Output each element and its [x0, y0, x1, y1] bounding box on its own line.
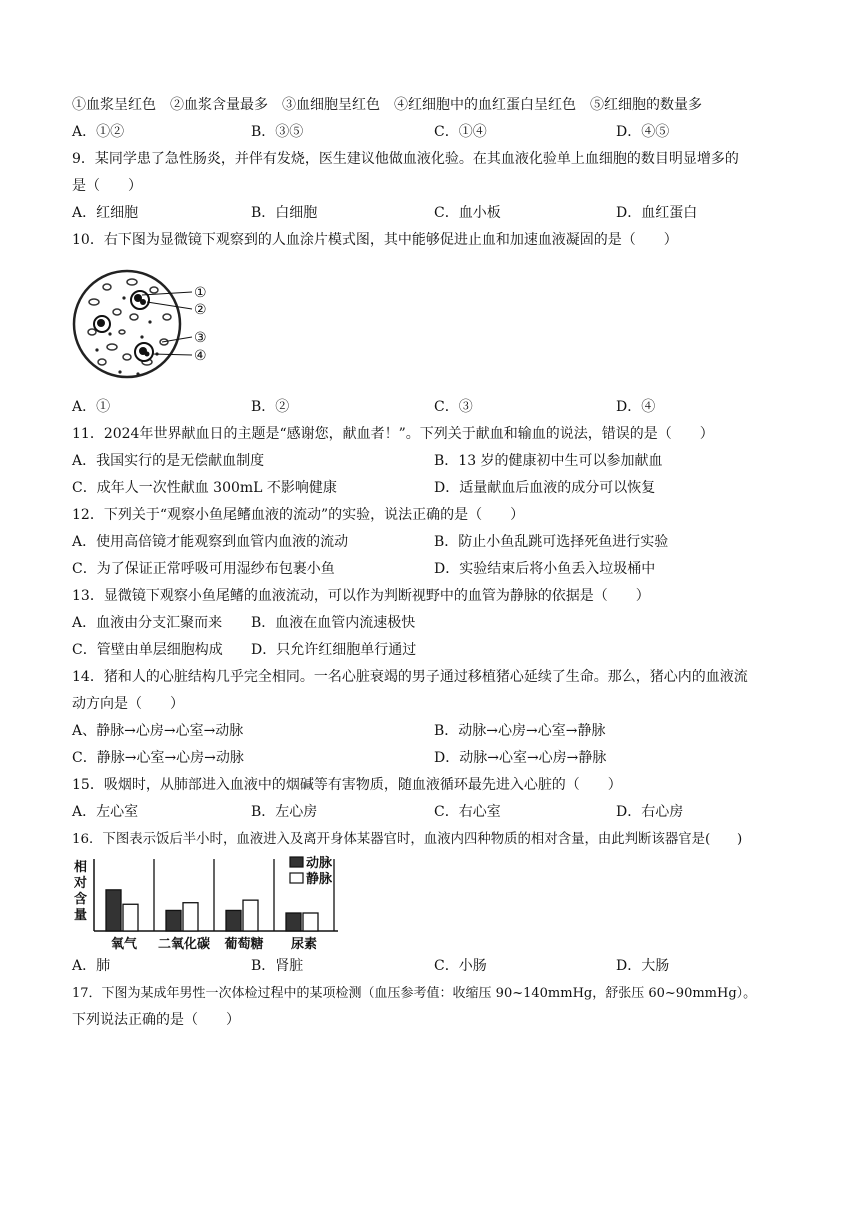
q13-options-row2 [72, 637, 802, 664]
exam-page [72, 92, 802, 1034]
legend-label-1: 静脉 [306, 872, 333, 887]
q12-option-d[interactable]: D．实验结束后将小鱼丢入垃圾桶中 [434, 561, 656, 577]
q8-option-a[interactable]: A．①② [72, 124, 125, 140]
q8-option-d[interactable]: D．④⑤ [616, 124, 670, 140]
q13-options-row1 [72, 610, 802, 637]
q9-option-c[interactable]: C．血小板 [434, 205, 501, 221]
q16-options [72, 953, 802, 980]
q15-option-d[interactable]: D．右心房 [616, 804, 684, 820]
chart-bars [106, 890, 318, 931]
ylabel-char-3: 量 [74, 908, 88, 923]
q11-option-d[interactable]: D．适量献血后血液的成分可以恢复 [434, 480, 656, 496]
xlabel-2: 葡萄糖 [224, 937, 264, 952]
q12-option-b[interactable]: B．防止小鱼乱跳可选择死鱼进行实验 [434, 534, 669, 550]
bar-动脉-葡萄糖 [226, 910, 241, 931]
q11-option-a[interactable]: A．我国实行的是无偿献血制度 [72, 453, 265, 469]
q12-stem: 12．下列关于“观察小鱼尾鳍血液的流动”的实验，说法正确的是（ ） [72, 507, 525, 523]
ylabel-char-0: 相 [74, 860, 88, 875]
legend-swatch-0 [290, 857, 303, 867]
xlabel-0: 氧气 [110, 937, 138, 952]
q16-option-a[interactable]: A．肺 [72, 958, 111, 974]
xlabel-3: 尿素 [290, 937, 318, 952]
q16-stem: 16．下图表示饭后半小时，血液进入及离开身体某器官时，血液内四种物质的相对含量，由此判断该器官是( ) [72, 832, 743, 847]
q8-options [72, 119, 802, 146]
q11-options-row2 [72, 475, 802, 502]
q15-option-a[interactable]: A．左心室 [72, 804, 139, 820]
bar-动脉-尿素 [286, 913, 301, 931]
label-2: ② [194, 302, 207, 318]
q14-option-a[interactable]: A、静脉→心房→心室→动脉 [72, 723, 244, 739]
q15-option-c[interactable]: C．右心室 [434, 804, 501, 820]
q16-option-d[interactable]: D．大肠 [616, 958, 670, 974]
ylabel-char-1: 对 [74, 876, 88, 891]
blood-smear-figure [72, 254, 802, 394]
chart-xlabels [111, 936, 317, 952]
q15-options [72, 799, 802, 826]
q10-options [72, 394, 802, 421]
bar-动脉-二氧化碳 [166, 910, 181, 931]
q17-stem-1: 17．下图为某成年男性一次体检过程中的某项检测（血压参考值：收缩压 90~140mmHg，舒张压 60~90mmHg）。 [72, 986, 757, 1001]
q13-option-c[interactable]: C．管壁由单层细胞构成 [72, 642, 223, 658]
bar-动脉-氧气 [106, 890, 121, 931]
q12-options-row1 [72, 529, 802, 556]
q14-option-b[interactable]: B．动脉→心房→心室→静脉 [434, 723, 606, 739]
xlabel-1: 二氧化碳 [157, 937, 211, 952]
q11-options-row1 [72, 448, 802, 475]
q16-option-b[interactable]: B．肾脏 [251, 958, 304, 974]
q9-option-a[interactable]: A．红细胞 [72, 205, 139, 221]
q9-stem-2: 是（ ） [72, 178, 142, 194]
q12-options-row2 [72, 556, 802, 583]
q13-stem: 13．显微镜下观察小鱼尾鳍的血液流动，可以作为判断视野中的血管为静脉的依据是（ ） [72, 588, 650, 604]
q16-chart-figure [72, 853, 802, 953]
q10-option-c[interactable]: C．③ [434, 399, 473, 415]
label-1: ① [194, 285, 207, 301]
q14-options-row1 [72, 718, 802, 745]
q8-statements: ①血浆呈红色 ②血浆含量最多 ③血细胞呈红色 ④红细胞中的血红蛋白呈红色 ⑤红细胞的数量多 [72, 97, 702, 113]
q9-stem-1: 9．某同学患了急性肠炎，并伴有发烧，医生建议他做血液化验。在其血液化验单上血细胞的数目明显增多的 [72, 151, 739, 167]
q11-option-b[interactable]: B．13 岁的健康初中生可以参加献血 [434, 453, 663, 469]
q9-option-b[interactable]: B．白细胞 [251, 205, 318, 221]
q10-option-d[interactable]: D．④ [616, 399, 656, 415]
q16-bar-chart [72, 853, 352, 953]
q12-option-a[interactable]: A．使用高倍镜才能观察到血管内血液的流动 [72, 534, 349, 550]
q9-options [72, 200, 802, 227]
q15-option-b[interactable]: B．左心房 [251, 804, 318, 820]
ylabel-char-2: 含 [74, 892, 88, 907]
blood-smear-diagram [72, 262, 232, 392]
chart-legend [290, 855, 333, 887]
label-3: ③ [194, 330, 207, 346]
bar-静脉-尿素 [303, 913, 318, 931]
bar-静脉-二氧化碳 [183, 903, 198, 931]
q14-option-d[interactable]: D．动脉→心室→心房→静脉 [434, 750, 607, 766]
chart-ylabel [73, 859, 87, 923]
legend-label-0: 动脉 [306, 856, 333, 871]
q15-stem: 15．吸烟时，从肺部进入血液中的烟碱等有害物质，随血液循环最先进入心脏的（ ） [72, 777, 622, 793]
q17-stem-2: 下列说法正确的是（ ） [72, 1012, 240, 1028]
q10-option-b[interactable]: B．② [251, 399, 290, 415]
q11-stem: 11．2024年世界献血日的主题是“感谢您，献血者！”。下列关于献血和输血的说法，错误的是（ ） [72, 426, 714, 442]
q8-option-c[interactable]: C．①④ [434, 124, 487, 140]
bar-静脉-葡萄糖 [243, 900, 258, 931]
q14-options-row2 [72, 745, 802, 772]
q10-option-a[interactable]: A．① [72, 399, 111, 415]
q13-option-d[interactable]: D．只允许红细胞单行通过 [251, 642, 417, 658]
q10-stem: 10．右下图为显微镜下观察到的人血涂片模式图，其中能够促进止血和加速血液凝固的是（ ） [72, 232, 678, 248]
q12-option-c[interactable]: C．为了保证正常呼吸可用湿纱布包裹小鱼 [72, 561, 335, 577]
q13-option-b[interactable]: B．血液在血管内流速极快 [251, 615, 416, 631]
q11-option-c[interactable]: C．成年人一次性献血 300mL 不影响健康 [72, 480, 337, 496]
q16-option-c[interactable]: C．小肠 [434, 958, 487, 974]
q14-option-c[interactable]: C．静脉→心室→心房→动脉 [72, 750, 244, 766]
legend-swatch-1 [290, 873, 303, 883]
q9-option-d[interactable]: D．血红蛋白 [616, 205, 698, 221]
q8-option-b[interactable]: B．③⑤ [251, 124, 304, 140]
q14-stem-2: 动方向是（ ） [72, 696, 184, 712]
q13-option-a[interactable]: A．血液由分支汇聚而来 [72, 615, 223, 631]
bar-静脉-氧气 [123, 904, 138, 931]
field-of-view-circle [74, 271, 180, 377]
q14-stem-1: 14．猪和人的心脏结构几乎完全相同。一名心脏衰竭的男子通过移植猪心延续了生命。那么，猪心内的血液流 [72, 669, 748, 685]
label-4: ④ [194, 348, 207, 364]
